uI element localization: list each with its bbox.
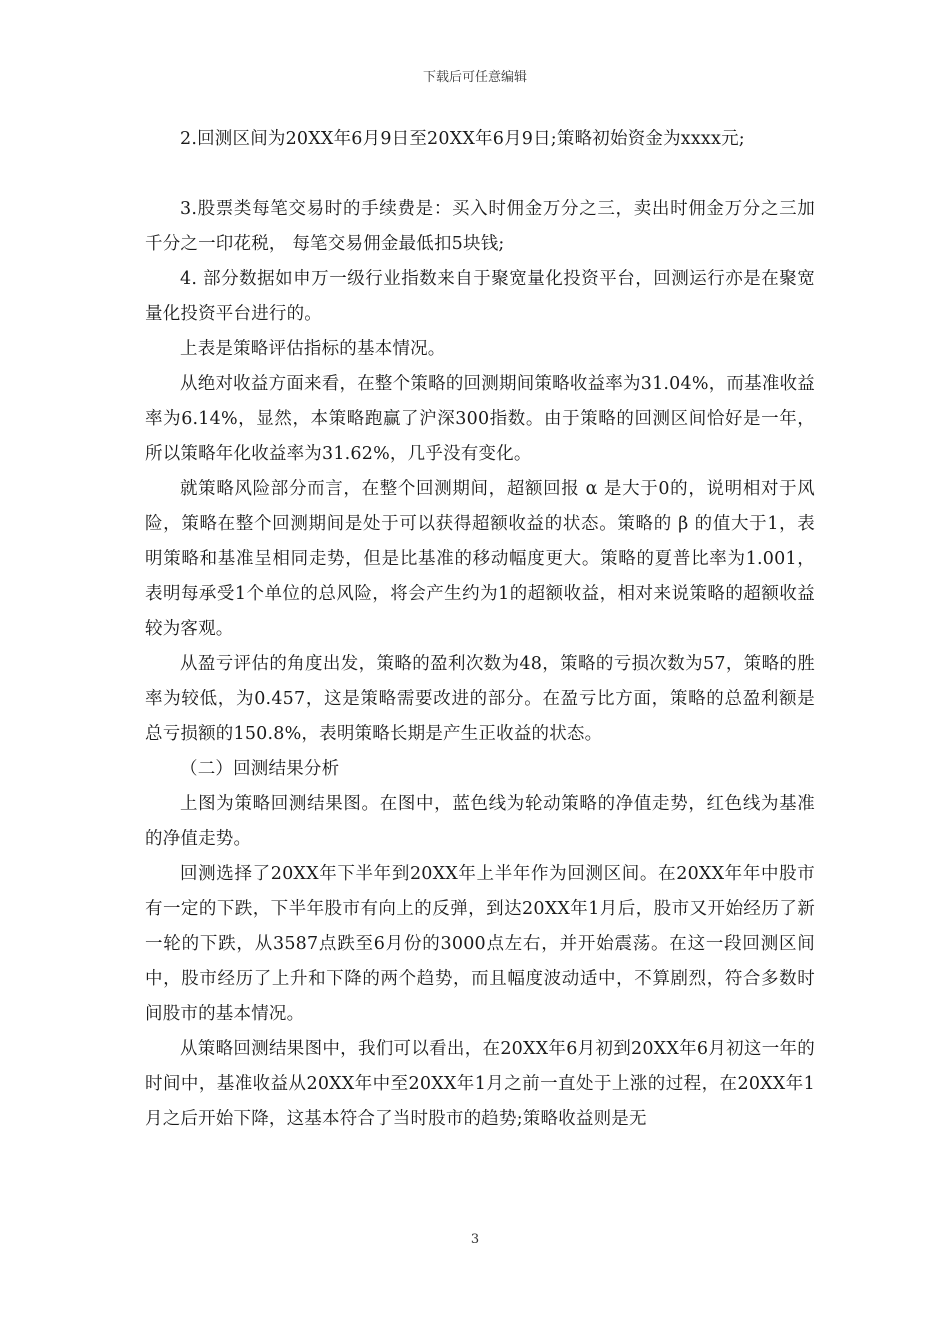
paragraph-data-source: 4. 部分数据如申万一级行业指数来自于聚宽量化投资平台，回测运行亦是在聚宽量化投资平台进行的。 bbox=[145, 269, 815, 324]
paragraph-backtest-period: 2.回测区间为20XX年6月9日至20XX年6月9日;策略初始资金为xxxx元; bbox=[180, 129, 745, 149]
body-text bbox=[145, 122, 815, 1137]
paragraph-figure-intro: 上图为策略回测结果图。在图中，蓝色线为轮动策略的净值走势，红色线为基准的净值走势。 bbox=[145, 794, 815, 849]
paragraph-fees: 3.股票类每笔交易时的手续费是：买入时佣金万分之三，卖出时佣金万分之三加千分之一印花税， 每笔交易佣金最低扣5块钱; bbox=[145, 199, 815, 254]
page-number: 3 bbox=[470, 1232, 480, 1247]
paragraph-market-context: 回测选择了20XX年下半年到20XX年上半年作为回测区间。在20XX年年中股市有一定的下跌，下半年股市有向上的反弹，到达20XX年1月后，股市又开始经历了新一轮的下跌，从3587点跌至6月份的3000点左右，并开始震荡。在这一段回测区间中，股市经历了上升和下降的两个趋势，而且幅度波动适中，不算剧烈，符合多数时间股市的基本情况。 bbox=[145, 864, 815, 1024]
page-header: 下载后可任意编辑 bbox=[422, 70, 527, 85]
paragraph-table-intro: 上表是策略评估指标的基本情况。 bbox=[180, 339, 446, 359]
paragraph-risk: 就策略风险部分而言，在整个回测期间，超额回报 α 是大于0的，说明相对于风险，策略在整个回测期间是处于可以获得超额收益的状态。策略的 β 的值大于1，表明策略和基准呈相同走势，但是比基准的移动幅度更大。策略的夏普比率为1.001，表明每承受1个单位的总风险，将会产生约为1的超额收益，相对来说策略的超额收益较为客观。 bbox=[145, 479, 815, 639]
paragraph-result-analysis: 从策略回测结果图中，我们可以看出，在20XX年6月初到20XX年6月初这一年的时间中，基准收益从20XX年中至20XX年1月之前一直处于上涨的过程，在20XX年1月之后开始下降，这基本符合了当时股市的趋势;策略收益则是无 bbox=[145, 1039, 815, 1129]
paragraph-profit-loss: 从盈亏评估的角度出发，策略的盈利次数为48，策略的亏损次数为57，策略的胜率为较低，为0.457，这是策略需要改进的部分。在盈亏比方面，策略的总盈利额是总亏损额的150.8%，表明策略长期是产生正收益的状态。 bbox=[145, 654, 815, 744]
section-heading: （二）回测结果分析 bbox=[180, 759, 340, 779]
paragraph-absolute-return: 从绝对收益方面来看，在整个策略的回测期间策略收益率为31.04%，而基准收益率为6.14%，显然，本策略跑赢了沪深300指数。由于策略的回测区间恰好是一年，所以策略年化收益率为31.62%，几乎没有变化。 bbox=[145, 374, 815, 464]
